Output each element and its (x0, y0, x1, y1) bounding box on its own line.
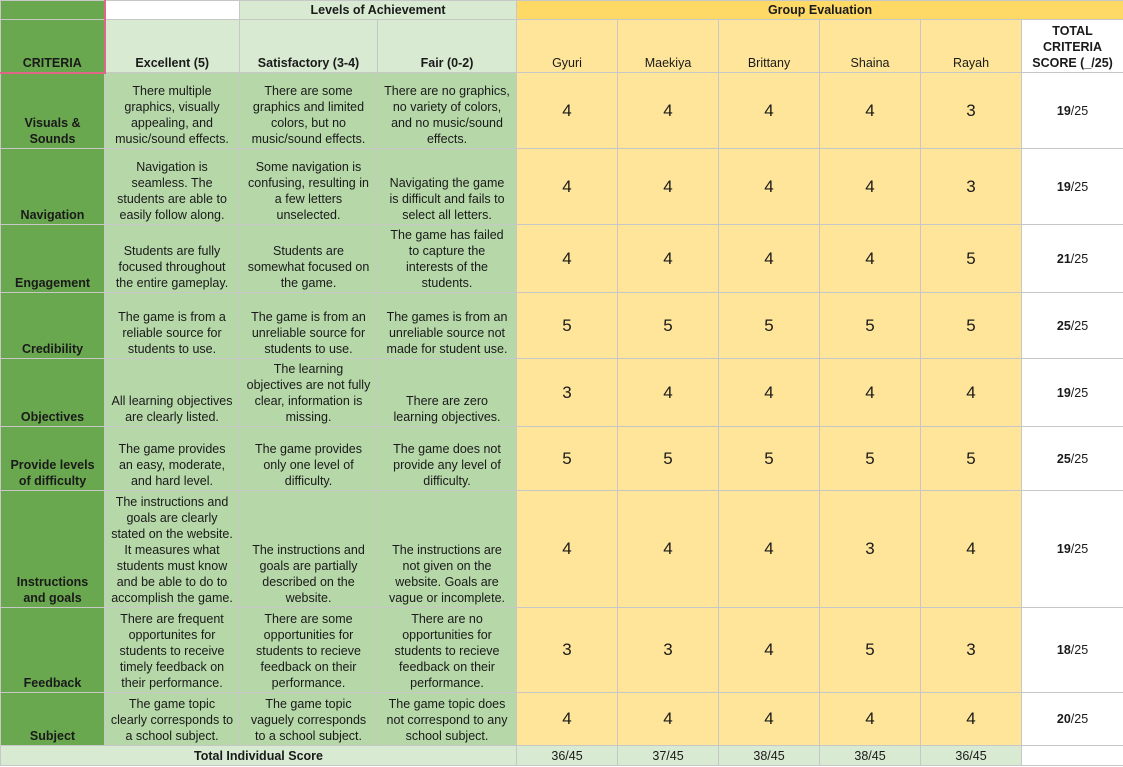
score-cell-brittany[interactable]: 4 (719, 149, 820, 225)
fair-description-cell-line: provide any level of (393, 458, 501, 472)
satisfactory-description-cell[interactable] (240, 149, 378, 225)
total-header-line: CRITERIA (1043, 40, 1103, 54)
score-cell-gyuri[interactable]: 3 (517, 359, 618, 427)
fair-description-cell-line: school subject. (405, 729, 489, 743)
score-cell-gyuri[interactable]: 3 (517, 608, 618, 693)
satisfactory-description-cell-line: the game. (280, 276, 337, 290)
total-criteria-score-cell[interactable] (1022, 608, 1123, 693)
excellent-description-cell[interactable] (105, 73, 240, 149)
fair-description-cell-line: There are zero (406, 394, 488, 408)
criteria-row (1, 693, 1123, 746)
satisfactory-description-cell[interactable] (240, 293, 378, 359)
fair-description-cell-line: interests of the (406, 260, 488, 274)
total-criteria-score-cell[interactable] (1022, 491, 1123, 608)
excellent-description-cell-line: students to receive (119, 644, 225, 658)
satisfactory-description-cell-line: to a school subject. (254, 729, 362, 743)
satisfactory-description-cell[interactable] (240, 73, 378, 149)
fair-description-cell-line: students. (421, 276, 473, 290)
criteria-row (1, 491, 1123, 608)
score-cell-gyuri[interactable]: 4 (517, 149, 618, 225)
excellent-description-cell[interactable] (105, 149, 240, 225)
total-score-value: 19 (1056, 179, 1071, 194)
total-score-max: /25 (1070, 385, 1089, 400)
member-gyuri-header[interactable]: Gyuri (517, 20, 618, 73)
excellent-description-cell-line: easily follow along. (119, 208, 225, 222)
criteria-name-cell-line: Engagement (14, 276, 90, 290)
excellent-description-cell-line: students are able to (117, 192, 227, 206)
satisfactory-description-cell-line: The learning (273, 362, 344, 376)
satisfactory-description-cell-line: colors, but no (270, 116, 347, 130)
level-satisfactory-header[interactable]: Satisfactory (3-4) (240, 20, 378, 73)
fair-description-cell-line: The games is from an (386, 310, 508, 324)
score-cell-rayah[interactable]: 5 (921, 293, 1022, 359)
fair-description-cell-line: There are no (411, 612, 483, 626)
total-score-value: 19 (1056, 542, 1071, 556)
total-score-value: 19 (1056, 385, 1071, 400)
group-evaluation-header[interactable]: Group Evaluation (517, 1, 1123, 20)
satisfactory-description-cell-line: a few letters (274, 192, 343, 206)
criteria-name-cell[interactable] (1, 73, 105, 149)
score-cell-brittany[interactable]: 4 (719, 225, 820, 293)
criteria-name-cell-line: Visuals & (24, 116, 81, 130)
excellent-description-cell-line: The game provides (118, 442, 226, 456)
score-cell-brittany[interactable]: 4 (719, 693, 820, 746)
satisfactory-description-cell-line: difficulty. (284, 474, 333, 488)
score-cell-shaina[interactable]: 4 (820, 693, 921, 746)
excellent-description-cell-line: The game is from a (118, 310, 226, 324)
criteria-row (1, 225, 1123, 293)
excellent-description-cell[interactable] (105, 293, 240, 359)
individual-score-gyuri[interactable]: 36/45 (517, 746, 618, 766)
excellent-description-cell-line: reliable source for (122, 326, 222, 340)
member-rayah-header[interactable]: Rayah (921, 20, 1022, 73)
fair-description-cell-line: opportunities for (402, 628, 492, 642)
fair-description-cell-line: There are no graphics, (384, 84, 510, 98)
fair-description-cell-line: no variety of colors, (392, 100, 502, 114)
fair-description-cell-line: made for student use. (386, 342, 508, 356)
criteria-name-cell-line: Provide levels (10, 458, 95, 472)
excellent-description-cell-line: It measures what (124, 543, 220, 557)
satisfactory-description-cell-line: clear, information is (254, 394, 363, 408)
fair-description-cell[interactable] (378, 693, 517, 746)
fair-description-cell-line: students to recieve (394, 644, 500, 658)
score-cell-maekiya[interactable]: 3 (618, 608, 719, 693)
fair-description-cell-line: not correspond to any (386, 713, 508, 727)
criteria-name-cell[interactable] (1, 293, 105, 359)
satisfactory-description-cell-line: The game provides (254, 442, 362, 456)
excellent-description-cell-line: graphics, visually (124, 100, 220, 114)
fair-description-cell-line: The game does not (393, 442, 501, 456)
fair-description-cell[interactable] (378, 491, 517, 608)
excellent-description-cell-line: Navigation is (136, 160, 208, 174)
score-cell-shaina[interactable]: 3 (820, 491, 921, 608)
fair-description-cell-line: to capture the (408, 244, 486, 258)
fair-description-cell-line: The game topic does (388, 697, 506, 711)
score-cell-shaina[interactable]: 5 (820, 427, 921, 491)
excellent-description-cell-line: There multiple (132, 84, 212, 98)
level-excellent-header[interactable]: Excellent (5) (105, 20, 240, 73)
fair-description-cell-line: website. Goals are (395, 575, 499, 589)
criteria-name-cell[interactable] (1, 149, 105, 225)
total-score-max: /25 (1070, 318, 1089, 333)
satisfactory-description-cell-line: objectives are not fully (246, 378, 371, 392)
score-cell-shaina[interactable]: 4 (820, 73, 921, 149)
satisfactory-description-cell-line: only one level of (263, 458, 354, 472)
fair-description-cell-line: feedback on their (399, 660, 495, 674)
satisfactory-description-cell-line: students to recieve (256, 644, 361, 658)
total-score-value: 18 (1056, 643, 1071, 657)
satisfactory-description-cell-line: somewhat focused on (247, 260, 370, 274)
blank-cell[interactable] (105, 1, 240, 20)
satisfactory-description-cell-line: The game is from an (251, 310, 366, 324)
score-cell-gyuri[interactable]: 5 (517, 293, 618, 359)
excellent-description-cell-line: The game topic (128, 697, 216, 711)
total-criteria-score-cell[interactable] (1022, 73, 1123, 149)
fair-description-cell-line: vague or incomplete. (388, 591, 506, 605)
score-cell-rayah[interactable]: 3 (921, 149, 1022, 225)
fair-description-cell[interactable] (378, 225, 517, 293)
satisfactory-description-cell[interactable] (240, 693, 378, 746)
total-header-line: TOTAL (1052, 24, 1093, 38)
satisfactory-description-cell-line: missing. (285, 410, 332, 424)
total-individual-score-row (1, 746, 1123, 766)
fair-description-cell-line: learning objectives. (393, 410, 501, 424)
score-cell-brittany[interactable]: 4 (719, 73, 820, 149)
fair-description-cell[interactable] (378, 293, 517, 359)
score-cell-maekiya[interactable]: 5 (618, 427, 719, 491)
criteria-name-cell-line: Sounds (29, 132, 76, 146)
criteria-header-top[interactable] (1, 1, 105, 20)
score-cell-shaina[interactable]: 4 (820, 225, 921, 293)
excellent-description-cell-line: students must know (116, 559, 228, 573)
individual-score-brittany[interactable]: 38/45 (719, 746, 820, 766)
excellent-description-cell[interactable] (105, 359, 240, 427)
criteria-row (1, 73, 1123, 149)
score-cell-maekiya[interactable]: 4 (618, 73, 719, 149)
excellent-description-cell-line: Students are fully (123, 244, 221, 258)
member-brittany-header[interactable]: Brittany (719, 20, 820, 73)
satisfactory-description-cell-line: students to use. (264, 342, 353, 356)
satisfactory-description-cell-line: graphics and limited (252, 100, 365, 114)
fair-description-cell[interactable] (378, 73, 517, 149)
score-cell-maekiya[interactable]: 4 (618, 491, 719, 608)
total-criteria-score-cell[interactable] (1022, 293, 1123, 359)
criteria-row (1, 608, 1123, 693)
excellent-description-cell-line: are clearly listed. (125, 410, 219, 424)
excellent-description-cell-line: and hard level. (130, 474, 213, 488)
score-cell-shaina[interactable]: 5 (820, 608, 921, 693)
satisfactory-description-cell-line: The game topic (265, 697, 352, 711)
levels-of-achievement-header[interactable]: Levels of Achievement (240, 1, 517, 20)
excellent-description-cell-line: timely feedback on (119, 660, 225, 674)
score-cell-maekiya[interactable]: 4 (618, 359, 719, 427)
fair-description-cell[interactable] (378, 427, 517, 491)
score-cell-rayah[interactable]: 3 (921, 608, 1022, 693)
satisfactory-description-cell-line: confusing, resulting in (248, 176, 369, 190)
criteria-name-cell-line: Subject (29, 729, 76, 743)
satisfactory-description-cell-line: website. (285, 591, 332, 605)
score-cell-rayah[interactable]: 4 (921, 693, 1022, 746)
total-score-max: /25 (1070, 103, 1089, 118)
excellent-description-cell[interactable] (105, 225, 240, 293)
score-cell-maekiya[interactable]: 4 (618, 693, 719, 746)
satisfactory-description-cell-line: Students are (273, 244, 344, 258)
satisfactory-description-cell[interactable] (240, 608, 378, 693)
satisfactory-description-cell-line: There are some (264, 612, 353, 626)
total-score-value: 25 (1056, 451, 1071, 466)
criteria-name-cell[interactable] (1, 608, 105, 693)
total-score-max: /25 (1070, 712, 1089, 726)
total-score-value: 21 (1056, 251, 1071, 266)
criteria-row (1, 149, 1123, 225)
excellent-description-cell[interactable] (105, 427, 240, 491)
score-cell-rayah[interactable]: 3 (921, 73, 1022, 149)
satisfactory-description-cell-line: opportunities for (263, 628, 354, 642)
total-score-max: /25 (1070, 542, 1089, 556)
satisfactory-description-cell-line: goals are partially (259, 559, 358, 573)
member-shaina-header[interactable]: Shaina (820, 20, 921, 73)
fair-description-cell-line: difficulty. (423, 474, 471, 488)
excellent-description-cell-line: focused throughout (118, 260, 226, 274)
excellent-description-cell-line: clearly corresponds to (110, 713, 234, 727)
fair-description-cell-line: effects. (426, 132, 468, 146)
score-cell-maekiya[interactable]: 4 (618, 149, 719, 225)
score-cell-shaina[interactable]: 5 (820, 293, 921, 359)
total-criteria-score-header[interactable] (1022, 20, 1123, 73)
member-maekiya-header[interactable]: Maekiya (618, 20, 719, 73)
excellent-description-cell[interactable] (105, 491, 240, 608)
score-cell-rayah[interactable]: 5 (921, 225, 1022, 293)
satisfactory-description-cell-line: vaguely corresponds (250, 713, 367, 727)
satisfactory-description-cell[interactable] (240, 491, 378, 608)
criteria-header[interactable]: CRITERIA (1, 20, 105, 73)
excellent-description-cell-line: stated on the website. (111, 527, 233, 541)
score-cell-gyuri[interactable]: 4 (517, 491, 618, 608)
total-score-max: /25 (1070, 451, 1089, 466)
fair-description-cell[interactable] (378, 359, 517, 427)
excellent-description-cell-line: The instructions and (115, 495, 229, 509)
total-individual-score-label[interactable]: Total Individual Score (1, 746, 517, 766)
individual-score-shaina[interactable]: 38/45 (820, 746, 921, 766)
criteria-row (1, 293, 1123, 359)
excellent-description-cell-line: students to use. (127, 342, 217, 356)
criteria-name-cell-line: of difficulty (18, 474, 87, 488)
total-criteria-score-cell[interactable] (1022, 693, 1123, 746)
total-criteria-score-cell[interactable] (1022, 225, 1123, 293)
total-score-max: /25 (1070, 251, 1089, 266)
criteria-name-cell[interactable] (1, 491, 105, 608)
header-row-columns (1, 20, 1123, 73)
criteria-name-cell-line: Navigation (20, 208, 85, 222)
blank-cell[interactable] (1022, 746, 1123, 766)
criteria-row (1, 427, 1123, 491)
fair-description-cell-line: Navigating the game (389, 176, 505, 190)
satisfactory-description-cell-line: performance. (271, 676, 346, 690)
fair-description-cell-line: The instructions are (392, 543, 502, 557)
criteria-name-cell[interactable] (1, 693, 105, 746)
score-cell-gyuri[interactable]: 5 (517, 427, 618, 491)
score-cell-rayah[interactable]: 4 (921, 359, 1022, 427)
satisfactory-description-cell-line: described on the (262, 575, 355, 589)
satisfactory-description-cell-line: music/sound effects. (251, 132, 366, 146)
fair-description-cell-line: not given on the (402, 559, 492, 573)
total-score-max: /25 (1070, 643, 1089, 657)
score-cell-shaina[interactable]: 4 (820, 149, 921, 225)
score-cell-maekiya[interactable]: 5 (618, 293, 719, 359)
excellent-description-cell-line: seamless. The (131, 176, 213, 190)
score-cell-rayah[interactable]: 5 (921, 427, 1022, 491)
excellent-description-cell-line: goals are clearly (126, 511, 218, 525)
excellent-description-cell-line: the entire gameplay. (115, 276, 229, 290)
satisfactory-description-cell-line: There are some (264, 84, 353, 98)
excellent-description-cell[interactable] (105, 608, 240, 693)
excellent-description-cell-line: their performance. (121, 676, 223, 690)
excellent-description-cell-line: a school subject. (125, 729, 219, 743)
total-score-value: 25 (1056, 318, 1071, 333)
total-score-max: /25 (1070, 179, 1089, 194)
score-cell-maekiya[interactable]: 4 (618, 225, 719, 293)
score-cell-gyuri[interactable]: 4 (517, 225, 618, 293)
satisfactory-description-cell-line: unselected. (276, 208, 341, 222)
excellent-description-cell-line: opportunites for (128, 628, 216, 642)
score-cell-brittany[interactable]: 4 (719, 359, 820, 427)
excellent-description-cell-line: an easy, moderate, (118, 458, 226, 472)
total-criteria-score-cell[interactable] (1022, 149, 1123, 225)
fair-description-cell-line: The game has failed (390, 228, 504, 242)
excellent-description-cell[interactable] (105, 693, 240, 746)
excellent-description-cell-line: appealing, and (130, 116, 214, 130)
score-cell-shaina[interactable]: 4 (820, 359, 921, 427)
score-cell-gyuri[interactable]: 4 (517, 693, 618, 746)
criteria-name-cell[interactable] (1, 359, 105, 427)
satisfactory-description-cell-line: unreliable source for (251, 326, 366, 340)
excellent-description-cell-line: There are frequent (120, 612, 224, 626)
total-score-value: 19 (1056, 103, 1071, 118)
fair-description-cell[interactable] (378, 608, 517, 693)
satisfactory-description-cell[interactable] (240, 427, 378, 491)
criteria-name-cell-line: Instructions (16, 575, 89, 589)
score-cell-brittany[interactable]: 4 (719, 491, 820, 608)
satisfactory-description-cell-line: The instructions and (252, 543, 365, 557)
criteria-row (1, 359, 1123, 427)
satisfactory-description-cell-line: Some navigation is (255, 160, 362, 174)
criteria-name-cell-line: Feedback (23, 676, 82, 690)
score-cell-brittany[interactable]: 5 (719, 427, 820, 491)
excellent-description-cell-line: and be able to do to (116, 575, 228, 589)
excellent-description-cell-line: All learning objectives (111, 394, 233, 408)
criteria-name-cell-line: Credibility (21, 342, 84, 356)
score-cell-rayah[interactable]: 4 (921, 491, 1022, 608)
score-cell-brittany[interactable]: 5 (719, 293, 820, 359)
total-score-value: 20 (1056, 712, 1071, 726)
criteria-name-cell[interactable] (1, 225, 105, 293)
level-fair-header[interactable]: Fair (0-2) (378, 20, 517, 73)
satisfactory-description-cell[interactable] (240, 225, 378, 293)
score-cell-brittany[interactable]: 4 (719, 608, 820, 693)
total-header-line: SCORE (_/25) (1032, 56, 1113, 70)
fair-description-cell-line: is difficult and fails to (389, 192, 505, 206)
satisfactory-description-cell-line: feedback on their (260, 660, 357, 674)
fair-description-cell-line: unreliable source not (388, 326, 506, 340)
fair-description-cell-line: select all letters. (402, 208, 492, 222)
total-criteria-score-cell[interactable] (1022, 427, 1123, 491)
criteria-name-cell-line: and goals (23, 591, 82, 605)
fair-description-cell[interactable] (378, 149, 517, 225)
fair-description-cell-line: performance. (410, 676, 484, 690)
individual-score-maekiya[interactable]: 37/45 (618, 746, 719, 766)
individual-score-rayah[interactable]: 36/45 (921, 746, 1022, 766)
criteria-name-cell-line: Objectives (20, 410, 85, 424)
excellent-description-cell-line: accomplish the game. (111, 591, 233, 605)
excellent-description-cell-line: music/sound effects. (115, 132, 229, 146)
total-criteria-score-cell[interactable] (1022, 359, 1123, 427)
criteria-name-cell[interactable] (1, 427, 105, 491)
satisfactory-description-cell[interactable] (240, 359, 378, 427)
fair-description-cell-line: and no music/sound (391, 116, 503, 130)
header-row-top (1, 1, 1123, 20)
score-cell-gyuri[interactable]: 4 (517, 73, 618, 149)
